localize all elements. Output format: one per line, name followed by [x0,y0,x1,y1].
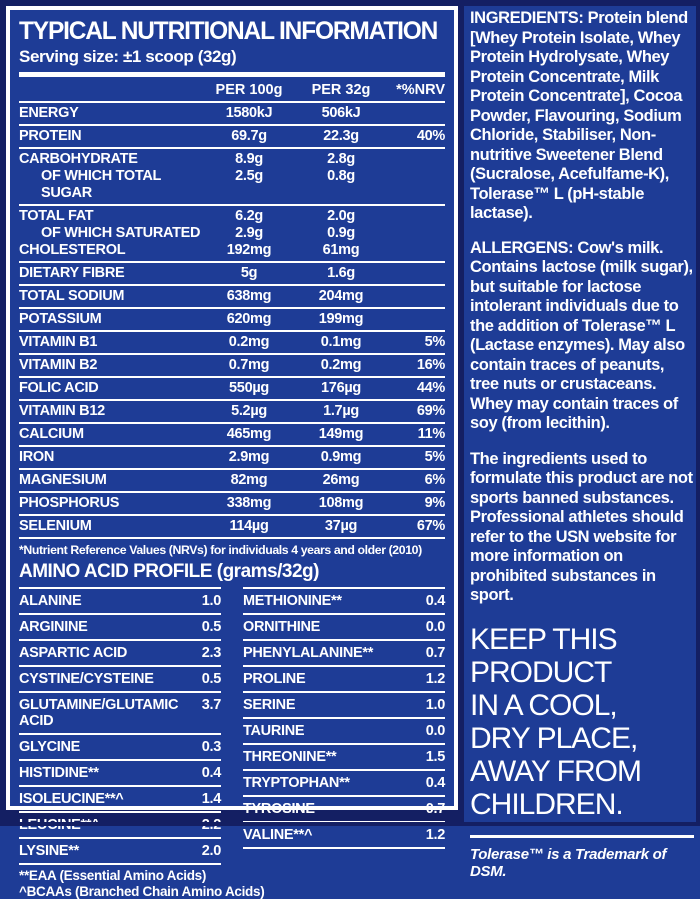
nutrition-row [19,378,445,401]
value-per-32g: 0.9g [295,225,387,242]
nutrient-label: TOTAL SODIUM [19,288,203,305]
amino-acid-label: ASPARTIC ACID [19,645,127,661]
amino-acid-label: GLUTAMINE/GLUTAMIC ACID [19,697,194,729]
amino-acid-row [19,693,221,735]
amino-acid-row [19,735,221,761]
value-per-32g: 204mg [295,288,387,305]
amino-acid-row [19,641,221,667]
amino-acid-row [19,787,221,813]
nutrient-label: MAGNESIUM [19,472,203,489]
nutrition-row [19,126,445,149]
amino-acid-label: ARGININE [19,619,88,635]
value-per-100g: 2.9g [203,225,295,242]
column-header-per-100g: PER 100g [203,82,295,98]
nutrition-row [19,263,445,286]
value-per-100g: 638mg [203,288,295,305]
value-per-32g: 1.7µg [295,403,387,420]
value-per-32g: 2.0g [295,208,387,225]
value-per-32g: 0.9mg [295,449,387,466]
amino-acid-value: 0.3 [202,739,221,755]
amino-acid-value: 0.7 [426,801,445,817]
nutrition-row [19,401,445,424]
value-per-32g: 149mg [295,426,387,443]
amino-acid-label: CYSTINE/CYSTEINE [19,671,154,687]
value-nrv [387,288,445,305]
nutrition-line [19,288,445,305]
amino-acid-value: 3.7 [202,697,221,713]
value-per-100g: 114µg [203,518,295,535]
nutrition-row [19,103,445,126]
amino-acid-label: METHIONINE** [243,593,342,609]
amino-acid-profile-title: AMINO ACID PROFILE (grams/32g) [19,559,445,587]
value-nrv: 11% [387,426,445,443]
nutrient-label: OF WHICH TOTAL SUGAR [19,168,203,202]
value-per-32g: 199mg [295,311,387,328]
trademark-note: Tolerase™ is a Trademark of DSM. [470,846,694,880]
amino-acid-value: 1.2 [426,827,445,843]
value-per-32g: 61mg [295,242,387,259]
amino-acid-value: 0.5 [202,619,221,635]
nutrition-line [19,208,445,225]
nutrition-row [19,332,445,355]
nutrient-label: ENERGY [19,105,203,122]
value-nrv: 44% [387,380,445,397]
amino-acid-footnotes [19,865,445,899]
storage-warning-line: KEEP THIS [470,623,694,656]
value-nrv [387,242,445,259]
eaa-footnote: **EAA (Essential Amino Acids) [19,868,445,884]
value-per-32g: 176µg [295,380,387,397]
value-nrv: 67% [387,518,445,535]
value-per-100g: 0.2mg [203,334,295,351]
amino-acid-label: HISTIDINE** [19,765,99,781]
value-per-32g: 22.3g [295,128,387,145]
amino-acid-row [19,761,221,787]
amino-acid-label: ORNITHINE [243,619,320,635]
value-nrv: 16% [387,357,445,374]
nutrition-line [19,357,445,374]
amino-acid-value: 1.0 [202,593,221,609]
amino-acid-value: 0.7 [426,645,445,661]
nutrition-line [19,151,445,168]
value-nrv [387,265,445,282]
sports-substances-note: The ingredients used to formulate this product are not sports banned substances. Professional athletes should refer to the USN website for more information on prohibited substances in sport. [470,450,694,606]
amino-acid-row [243,667,445,693]
side-panel [470,9,694,880]
nutrition-column-headers [19,79,445,101]
nutrient-label: VITAMIN B1 [19,334,203,351]
value-per-32g: 0.2mg [295,357,387,374]
amino-acid-row [243,615,445,641]
ingredients-text: INGREDIENTS: Protein blend [Whey Protein Isolate, Whey Protein Hydrolysate, Whey Protein Concentrate, Milk Protein Concentrate], Cocoa Powder, Flavouring, Sodium Chloride, Stabiliser, Non-nutritive Sweetener Blend (Sucralose, Acefulfame-K), Tolerase™ L (pH-stable lactase). [470,9,694,224]
amino-acid-row [243,589,445,615]
value-nrv [387,225,445,242]
amino-acid-value: 0.4 [426,593,445,609]
amino-acid-value: 0.4 [202,765,221,781]
nutrition-line [19,265,445,282]
nutrition-line [19,105,445,122]
amino-acid-label: ALANINE [19,593,81,609]
nutrition-row [19,447,445,470]
nutrient-label: DIETARY FIBRE [19,265,203,282]
nutrient-label: CALCIUM [19,426,203,443]
amino-acid-value: 0.5 [202,671,221,687]
amino-acid-label: TRYPTOPHAN** [243,775,350,791]
nutrient-label: IRON [19,449,203,466]
nutrition-panel [6,6,458,810]
nutrient-label: POTASSIUM [19,311,203,328]
amino-acid-value: 1.0 [426,697,445,713]
amino-acid-row [19,667,221,693]
value-nrv [387,208,445,225]
nutrition-line [19,242,445,259]
value-per-32g: 506kJ [295,105,387,122]
nutrition-title: TYPICAL NUTRITIONAL INFORMATION [19,17,436,46]
nutrition-row [19,470,445,493]
nutrition-line [19,168,445,202]
storage-warning-line: AWAY FROM [470,755,694,788]
value-nrv: 40% [387,128,445,145]
value-per-100g: 192mg [203,242,295,259]
value-per-32g: 0.1mg [295,334,387,351]
nrv-footnote: *Nutrient Reference Values (NRVs) for individuals 4 years and older (2010) [19,539,445,559]
value-nrv: 5% [387,334,445,351]
nutrition-line [19,311,445,328]
nutrient-label: FOLIC ACID [19,380,203,397]
nutrition-line [19,128,445,145]
value-per-100g: 620mg [203,311,295,328]
value-nrv [387,168,445,202]
value-per-100g: 465mg [203,426,295,443]
nutrient-label: CHOLESTEROL [19,242,203,259]
amino-acid-label: ISOLEUCINE**^ [19,791,123,807]
amino-acid-label: TYROSINE [243,801,315,817]
storage-warning [470,623,694,821]
amino-acid-row [19,589,221,615]
nutrient-label: OF WHICH SATURATED [19,225,203,242]
amino-acid-value: 1.5 [426,749,445,765]
right-frame-strip [696,0,700,826]
amino-acid-value: 0.0 [426,723,445,739]
nutrition-row [19,493,445,516]
value-nrv: 5% [387,449,445,466]
allergens-text: ALLERGENS: Cow's milk. Contains lactose (milk sugar), but suitable for lactose intolerant individuals due to the addition of Tolerase™ L (Lactase enzymes). May also contain traces of peanuts, tree nuts or crustaceans. Whey may contain traces of soy (from lecithin). [470,239,694,434]
nutrition-row [19,206,445,263]
value-per-32g: 2.8g [295,151,387,168]
header-divider [19,72,445,77]
amino-acid-value: 2.0 [202,843,221,859]
nutrition-line [19,426,445,443]
amino-acid-value: 0.0 [426,619,445,635]
value-per-100g: 5g [203,265,295,282]
nutrition-line [19,380,445,397]
nutrient-label: PHOSPHORUS [19,495,203,512]
storage-warning-line: IN A COOL, [470,689,694,722]
nutrition-row [19,149,445,206]
amino-acid-label: THREONINE** [243,749,336,765]
top-frame-strip [0,0,700,6]
value-per-32g: 26mg [295,472,387,489]
amino-acid-label: LYSINE** [19,843,79,859]
amino-acid-row [243,641,445,667]
value-nrv [387,151,445,168]
nutrient-label: SELENIUM [19,518,203,535]
nutrition-line [19,495,445,512]
value-per-100g: 2.9mg [203,449,295,466]
nutrient-label: VITAMIN B12 [19,403,203,420]
amino-acid-row [243,693,445,719]
bottom-frame-strip [0,822,700,826]
value-per-32g: 37µg [295,518,387,535]
value-nrv: 6% [387,472,445,489]
nutrition-row [19,309,445,332]
nutrition-row [19,286,445,309]
value-nrv [387,105,445,122]
value-per-100g: 69.7g [203,128,295,145]
storage-warning-line: DRY PLACE, [470,722,694,755]
amino-acid-label: GLYCINE [19,739,80,755]
value-per-100g: 6.2g [203,208,295,225]
nutrient-label: VITAMIN B2 [19,357,203,374]
amino-acid-label: TAURINE [243,723,304,739]
amino-acid-row [19,813,221,839]
value-nrv [387,311,445,328]
amino-acid-row [243,745,445,771]
nutrient-label: CARBOHYDRATE [19,151,203,168]
column-header-nrv: *%NRV [387,82,445,98]
storage-warning-line: CHILDREN. [470,788,694,821]
amino-acid-row [19,839,221,865]
nutrition-line [19,225,445,242]
value-per-100g: 1580kJ [203,105,295,122]
amino-acid-row [243,719,445,745]
value-per-100g: 550µg [203,380,295,397]
value-per-100g: 338mg [203,495,295,512]
amino-acid-label: VALINE**^ [243,827,312,843]
nutrition-line [19,334,445,351]
amino-acid-row [243,771,445,797]
trademark-divider [470,835,694,838]
column-header-spacer [19,82,203,98]
nutrition-table [19,101,445,539]
nutrition-row [19,424,445,447]
value-per-100g: 2.5g [203,168,295,202]
value-per-32g: 108mg [295,495,387,512]
bcaa-footnote: ^BCAAs (Branched Chain Amino Acids) [19,884,445,899]
value-per-100g: 8.9g [203,151,295,168]
value-per-32g: 1.6g [295,265,387,282]
amino-acid-value: 1.2 [426,671,445,687]
amino-acid-label: PROLINE [243,671,305,687]
nutrition-row [19,516,445,539]
amino-acid-value: 0.4 [426,775,445,791]
value-per-100g: 5.2µg [203,403,295,420]
amino-acid-row [243,823,445,849]
value-per-32g: 0.8g [295,168,387,202]
storage-warning-line: PRODUCT [470,656,694,689]
amino-acid-value: 2.3 [202,645,221,661]
amino-acid-row [243,797,445,823]
nutrition-row [19,355,445,378]
value-per-100g: 0.7mg [203,357,295,374]
nutrition-line [19,403,445,420]
nutrient-label: PROTEIN [19,128,203,145]
value-nrv: 9% [387,495,445,512]
nutrient-label: TOTAL FAT [19,208,203,225]
amino-acid-value: 1.4 [202,791,221,807]
nutrition-line [19,472,445,489]
serving-size: Serving size: ±1 scoop (32g) [19,47,445,67]
amino-acid-label: PHENYLALANINE** [243,645,373,661]
amino-acid-label: SERINE [243,697,295,713]
value-per-100g: 82mg [203,472,295,489]
column-header-per-32g: PER 32g [295,82,387,98]
nutrition-line [19,449,445,466]
nutrition-line [19,518,445,535]
value-nrv: 69% [387,403,445,420]
amino-acid-row [19,615,221,641]
